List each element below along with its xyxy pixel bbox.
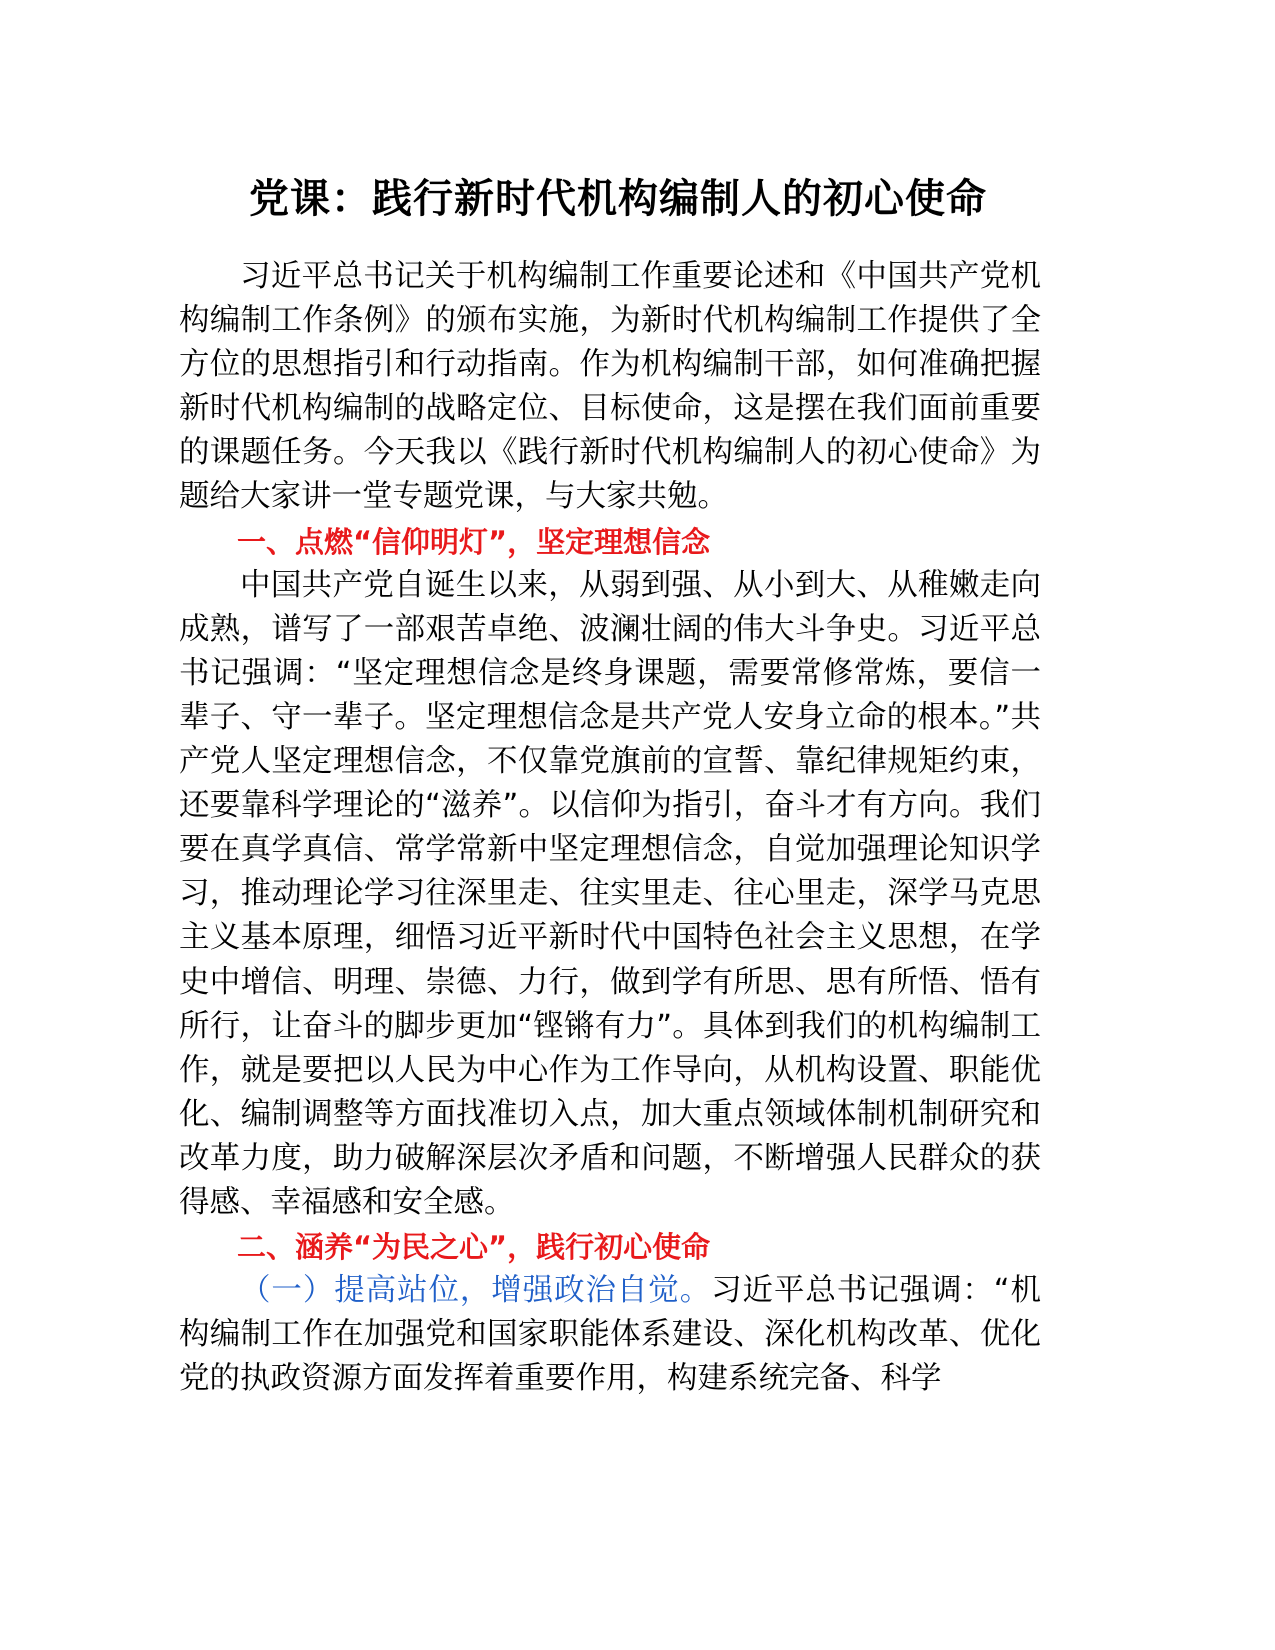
subsection-1-body: 习近平总书记强调：“机构编制工作在加强党和国家职能体系建设、深化机构改革、优化党的执政资源方面发挥着重要作用，构建系统完备、科学 [179, 1273, 1042, 1397]
intro-paragraph: 习近平总书记关于机构编制工作重要论述和《中国共产党机构编制工作条例》的颁布实施，为新时代机构编制工作提供了全方位的思想指引和行动指南。作为机构编制干部，如何准确把握新时代机构编制的战略定位、目标使命，这是摆在我们面前重要的课题任务。今天我以《践行新时代机构编制人的初心使命》为题给大家讲一堂专题党课，与大家共勉。 [179, 259, 1041, 515]
section-1-paragraph: 中国共产党自诞生以来，从弱到强、从小到大、从稚嫩走向成熟，谱写了一部艰苦卓绝、波澜壮阔的伟大斗争史。习近平总书记强调：“坚定理想信念是终身课题，需要常修常炼，要信一辈子、守一辈子。坚定理想信念是共产党人安身立命的根本。”共产党人坚定理想信念，不仅靠党旗前的宣誓、靠纪律规矩约束，还要靠科学理论的“滋养”。以信仰为指引，奋斗才有方向。我们要在真学真信、常学常新中坚定理想信念，自觉加强理论知识学习，推动理论学习往深里走、往实里走、往心里走，深学马克思主义基本原理，细悟习近平新时代中国特色社会主义思想，在学史中增信、明理、崇德、力行，做到学有所思、思有所悟、悟有所行，让奋斗的脚步更加“铿锵有力”。具体到我们的机构编制工作，就是要把以人民为中心作为工作导向，从机构设置、职能优化、编制调整等方面找准切入点，加大重点领域体制机制研究和改革力度，助力破解深层次矛盾和问题，不断增强人民群众的获得感、幸福感和安全感。 [179, 567, 1041, 1220]
document-body [179, 255, 1041, 1401]
document-page [179, 165, 1041, 1401]
section-1-heading: 一、点燃“信仰明灯”，坚定理想信念 [237, 524, 711, 559]
document-title: 党课：践行新时代机构编制人的初心使命 [249, 176, 987, 222]
subsection-1-heading: （一）提高站位，增强政治自觉。 [240, 1273, 712, 1309]
section-2-heading: 二、涵养“为民之心”，践行初心使命 [237, 1230, 711, 1265]
section-2-paragraph-1 [179, 1269, 1041, 1401]
